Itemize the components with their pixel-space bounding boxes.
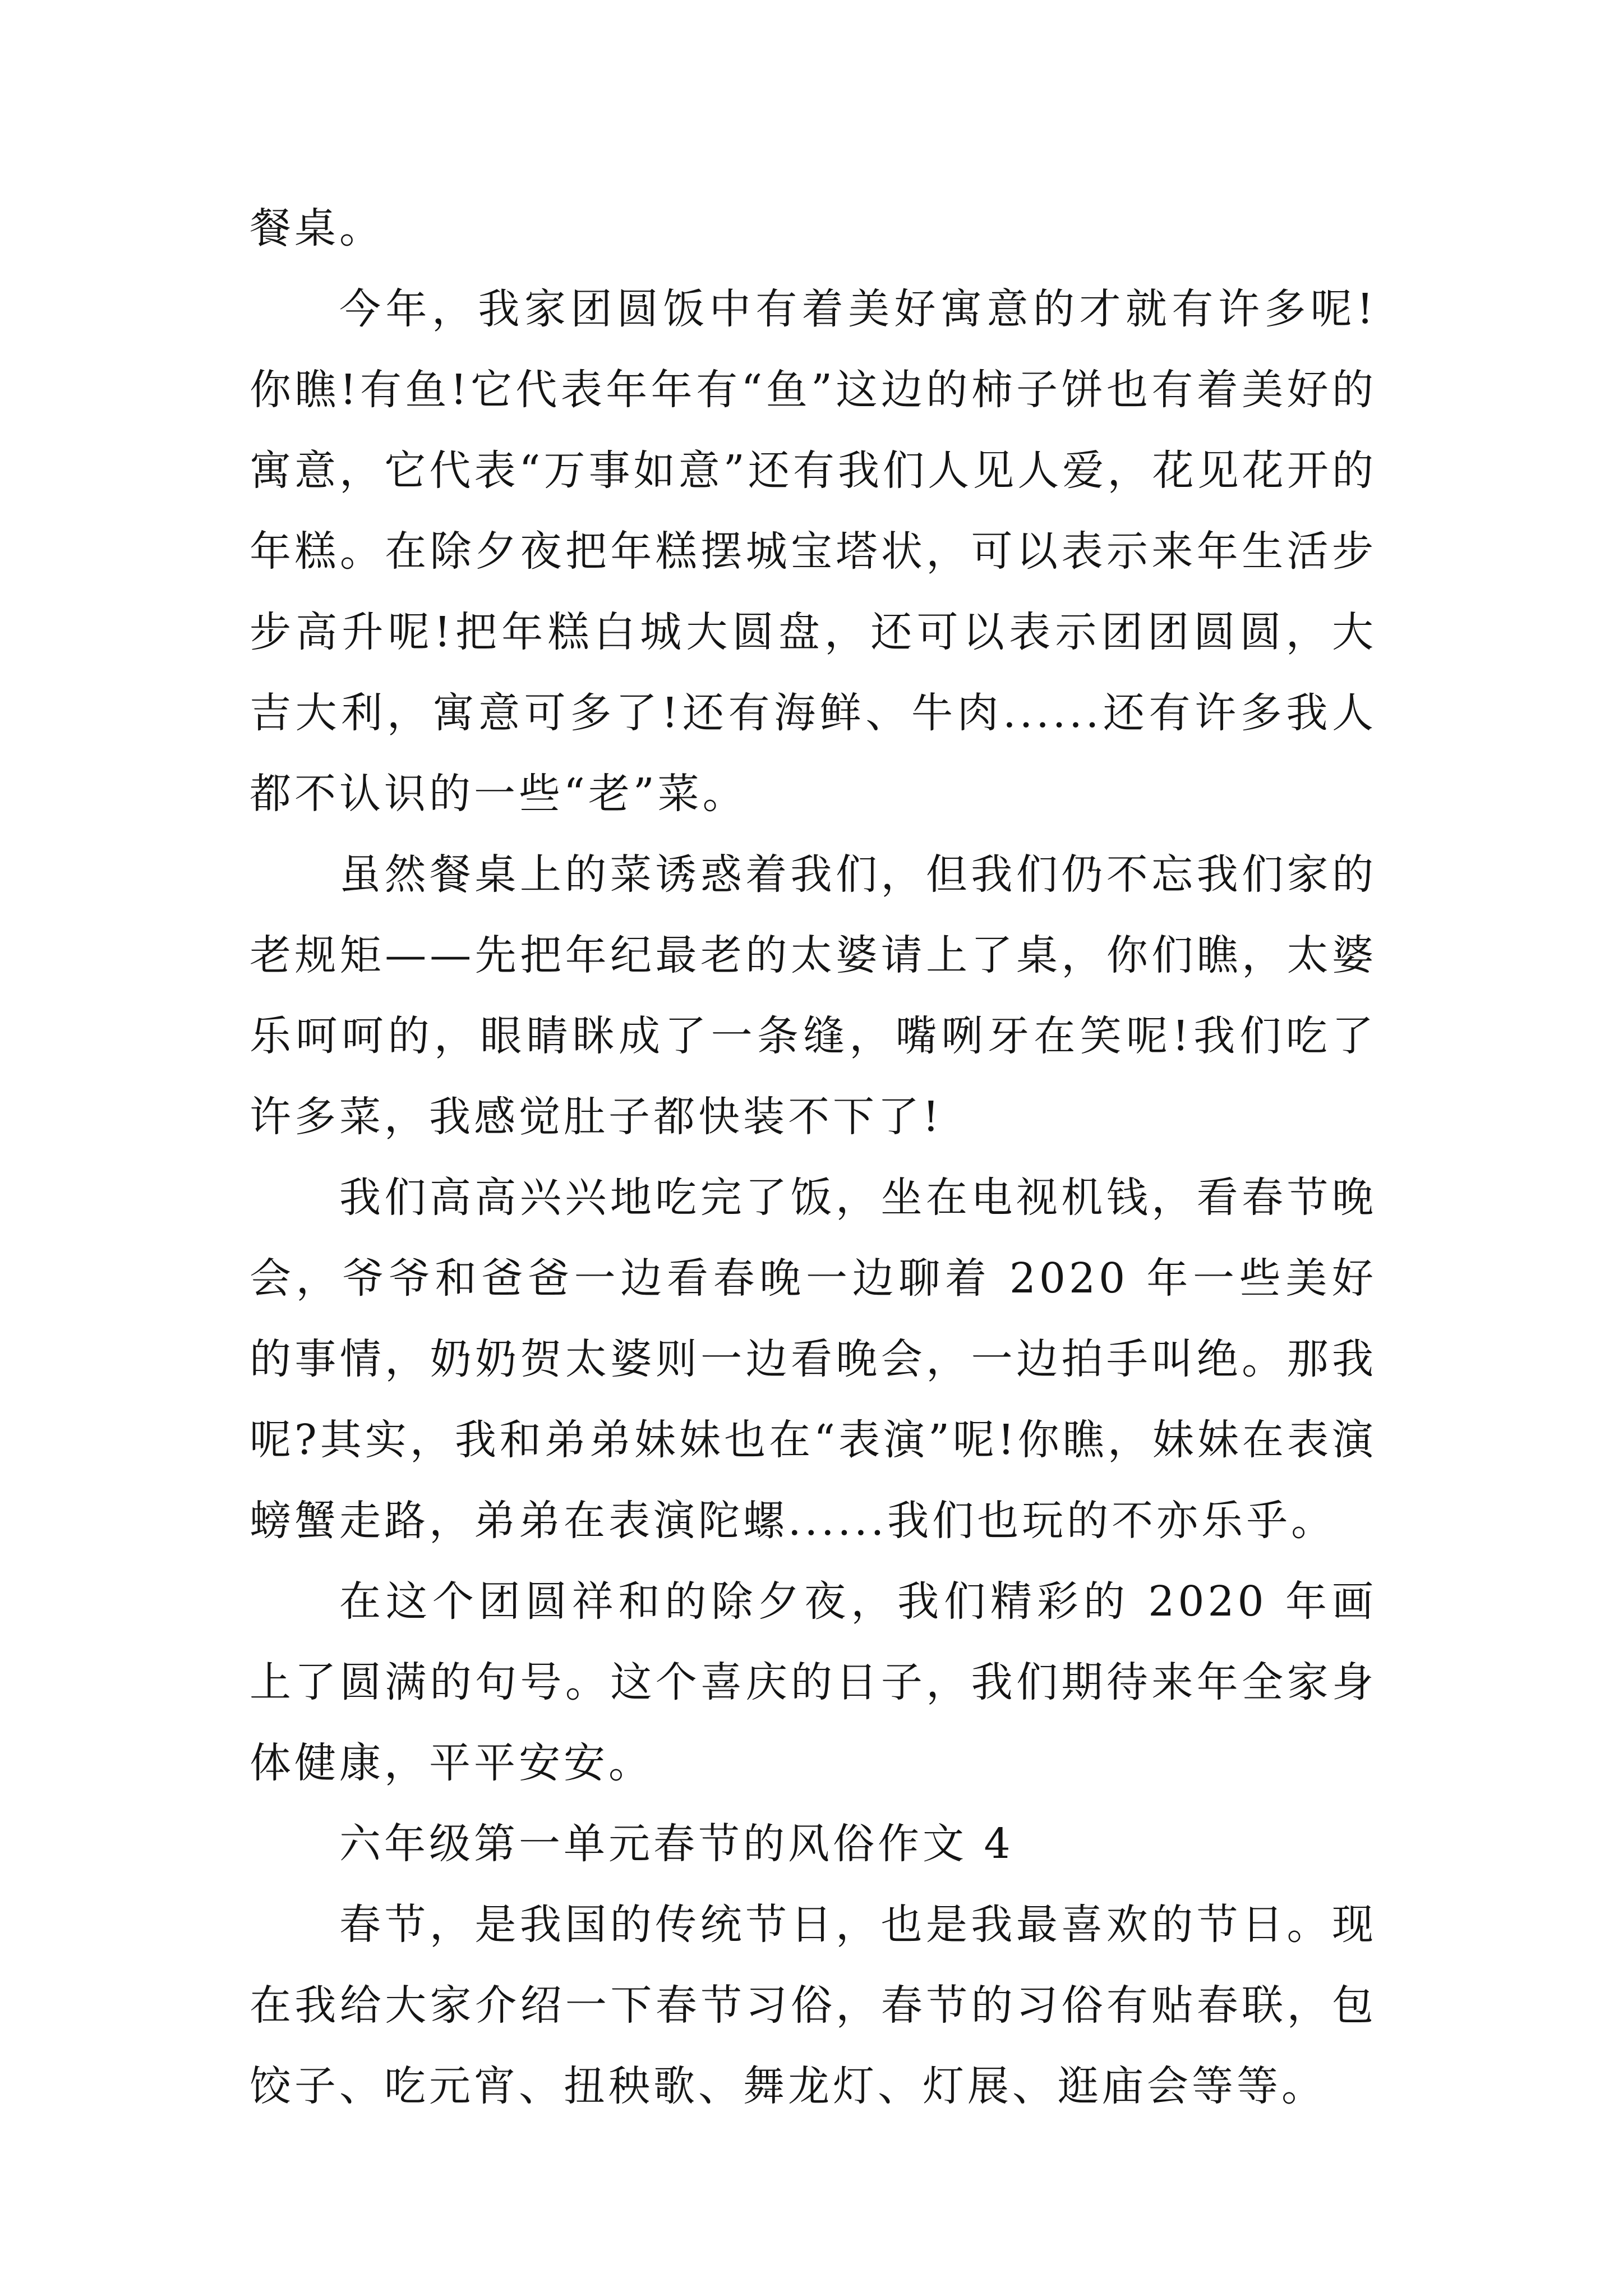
paragraph-continuation: 餐桌。 [250,204,384,252]
essay-title: 六年级第一单元春节的风俗作文 4 [339,1820,1014,1868]
paragraph-spring-gala: 我们高高兴兴地吃完了饭，坐在电视机钱，看春节晚会，爷爷和爸爸一边看春晚一边聊着 2020 年一些美好的事情，奶奶贺太婆则一边看晚会，一边拍手叫绝。那我呢?其实，我和弟弟妹妹也在“表演”呢!你瞧，妹妹在表演螃蟹走路，弟弟在表演陀螺......我们也玩的不亦乐乎。 [250,1174,1377,1545]
paragraph-spring-festival-customs: 春节，是我国的传统节日，也是我最喜欢的节日。现在我给大家介绍一下春节习俗，春节的习俗有贴春联，包饺子、吃元宵、扭秧歌、舞龙灯、灯展、逛庙会等等。 [250,1901,1377,2110]
paragraph-family-rules: 虽然餐桌上的菜诱惑着我们，但我们仍不忘我们家的老规矩——先把年纪最老的太婆请上了桌，你们瞧，太婆乐呵呵的，眼睛眯成了一条缝，嘴咧牙在笑呢!我们吃了许多菜，我感觉肚子都快装不下了! [250,850,1377,1141]
paragraph-new-year-wishes: 在这个团圆祥和的除夕夜，我们精彩的 2020 年画上了圆满的句号。这个喜庆的日子，我们期待来年全家身体健康，平平安安。 [250,1577,1377,1787]
paragraph-dinner-meanings: 今年，我家团圆饭中有着美好寓意的才就有许多呢!你瞧!有鱼!它代表年年有“鱼”这边的柿子饼也有着美好的寓意，它代表“万事如意”还有我们人见人爱，花见花开的年糕。在除夕夜把年糕摆城宝塔状，可以表示来年生活步步高升呢!把年糕白城大圆盘，还可以表示团团圆圆，大吉大利，寓意可多了!还有海鲜、牛肉......还有许多我人都不认识的一些“老”菜。 [250,285,1377,818]
document-body [250,188,1377,2127]
